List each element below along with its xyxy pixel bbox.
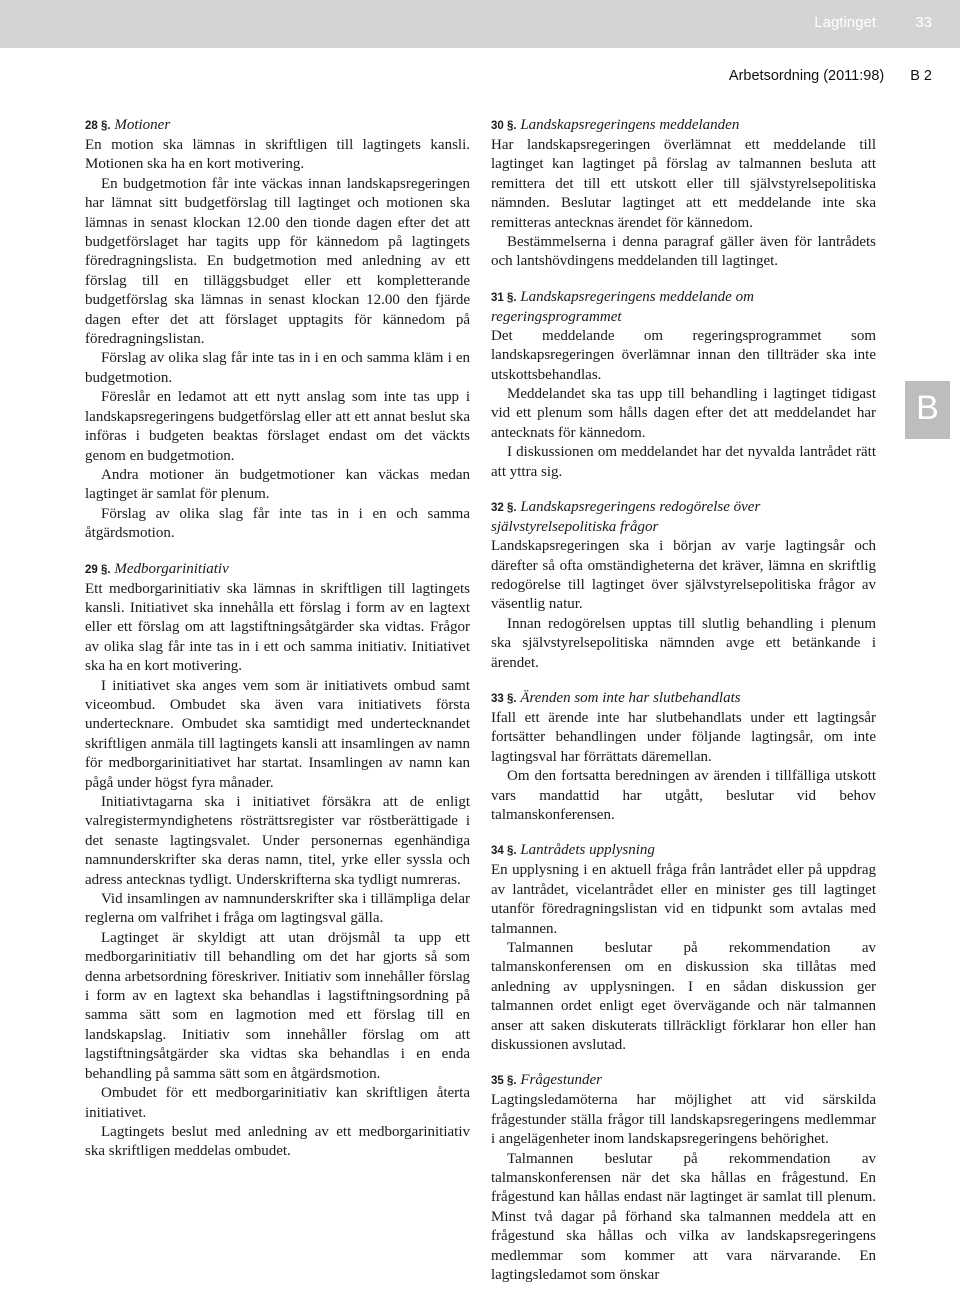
- body-text: Förslag av olika slag får inte tas in i en och samma kläm i en budgetmotion.: [85, 350, 470, 386]
- paragraph-body: [491, 861, 876, 1055]
- running-head-section: B 2: [910, 68, 932, 84]
- body-text: En upplysning i en aktuell fråga från lantrådet eller på uppdrag av lantrådet, vicelantrådet eller en minister ges till lagtinget utanför föredragningslistan vid en tidpunkt som avtalas med talmannen.: [491, 862, 876, 937]
- body-text: Ombudet för ett medborgarinitiativ kan skriftligen återta initiativet.: [85, 1085, 470, 1121]
- body-text: I initiativet ska anges vem som är initiativets ombud samt viceombud. Ombudet ska även vara initiativets första undertecknare. Ombudet ska samtidigt med undertecknandet skriftligen anmäla till lagtingets kansli att insamlingen av namn för medborgarinitiativet har startat. Insamlingen av namn kan pågå under högst fyra månader.: [85, 677, 470, 791]
- paragraph-title: Motioner: [114, 117, 171, 133]
- body-text: Det meddelande om regeringsprogrammet som landskapsregeringen överlämnar innan den tillträder ska inte utskottsbehandlas.: [491, 327, 876, 383]
- body-text: Initiativtagarna ska i initiativet försäkra att de enligt valregistermyndighetens rösträttsregister var röstberättigade i det senaste lagtingsvalet. Under personernas egenhändiga namnunderskrifter ska deras namn, titel, yrke eller syssla och adress antecknas tydligt. Underskrifterna ska tydligt numreras.: [85, 794, 470, 888]
- body-text: Föreslår en ledamot att ett nytt anslag som inte tas upp i landskapsregeringens budgetförslag eller att ett annat beslut ska införas i budgeten beaktas förslaget endast om det väckts genom en budgetmotion.: [85, 389, 470, 464]
- body-text: Lagtingsledamöterna har möjlighet att vid särskilda frågestunder ställa frågor till landskapsregeringens medlemmar i angelägenheter inom landskapsregeringens behörighet.: [491, 1092, 876, 1148]
- body-text: En motion ska lämnas in skriftligen till lagtingets kansli. Motionen ska ha en kort motivering.: [85, 137, 470, 173]
- body-text: Talmannen beslutar på rekommendation av talmanskonferensen när det ska hållas en frågestund. En frågestund kan hållas endast när lagtinget är samlat till plenum. Minst två dagar på förhand ska talmannen meddela att en frågestund ska hållas och vilka av landskapsregeringens medlemmar som kommer att vara närvarande. En lagtingsledamot som önskar: [491, 1150, 876, 1284]
- page-number: 33: [915, 14, 932, 31]
- header-title: Lagtinget: [814, 14, 876, 31]
- body-text: I diskussionen om meddelandet har det nyvalda lantrådet rätt att yttra sig.: [491, 444, 876, 480]
- body-text: Förslag av olika slag får inte tas in i en och samma åtgärdsmotion.: [85, 505, 470, 542]
- paragraph-number: 33 §.: [491, 692, 517, 705]
- section-paragraph: [85, 116, 470, 544]
- section-paragraph: [491, 841, 876, 1055]
- section-paragraph: [491, 689, 876, 825]
- body-text: Lagtinget är skyldigt att utan dröjsmål ta upp ett medborgarinitiativ till behandling om det har gjorts så som denna arbetsordning föreskriver. Initiativ som innehåller förslag i form av en lagtext ska behandlas i lagstiftningsordning på samma sätt som en lagmotion med ett förslag till en landskapslag. Initiativ som innehåller förslag om att lagstiftningsåtgärder ska vidtas ska behandlas i en enda behandling på samma sätt som en åtgärdsmotion.: [85, 929, 470, 1082]
- paragraph-title: Landskapsregeringens meddelanden: [520, 117, 740, 133]
- section-paragraph: [491, 288, 876, 482]
- paragraph-number: 31 §.: [491, 291, 517, 304]
- body-text: Har landskapsregeringen överlämnat ett meddelande till lagtinget kan lagtinget på förslag av talmannen besluta att remittera det till ett utskott eller till självstyrelsepolitiska nämnden. Beslutar lagtinget att ett meddelande inte ska remitteras antecknas ärendet för kännedom.: [491, 137, 876, 231]
- paragraph-number: 30 §.: [491, 120, 517, 132]
- paragraph-heading: [491, 841, 876, 861]
- section-paragraph: [85, 560, 470, 1162]
- body-text: Ett medborgarinitiativ ska lämnas in skriftligen till lagtingets kansli. Initiativet ska innehålla ett förslag i form av en lagtext eller ett förslag om att lagstiftningsåtgärder ska vidtas. Frågor av olika slag får inte tas in i ett och samma initiativ. Initiativet ska ha en kort motivering.: [85, 580, 470, 675]
- body-text: Innan redogörelsen upptas till slutlig behandling i plenum ska självstyrelsepolitiska nämnden avge ett betänkande i ärendet.: [491, 615, 876, 671]
- paragraph-heading: [491, 1071, 876, 1091]
- page-header-bar: [0, 0, 960, 48]
- side-tab-letter: B: [916, 389, 939, 427]
- paragraph-heading: [491, 498, 876, 537]
- paragraph-heading: [491, 288, 876, 327]
- paragraph-title: Lantrådets upplysning: [520, 842, 655, 859]
- paragraph-title: Landskapsregeringens meddelande om regeringsprogrammet: [491, 288, 754, 325]
- paragraph-body: [491, 327, 876, 482]
- body-text: Om den fortsatta beredningen av ärenden i tillfälliga utskott vars mandattid har utgått, beslutar vid behov talmanskonferensen.: [491, 768, 876, 823]
- paragraph-number: 28 §.: [85, 120, 111, 132]
- paragraph-heading: [85, 560, 470, 580]
- section-paragraph: [491, 1071, 876, 1285]
- section-side-tab: [905, 381, 950, 439]
- body-text: Landskapsregeringen ska i början av varje lagtingsår och därefter så ofta omständigheterna det kräver, lämna en skriftlig redogörelse till lagtinget över självstyrelsepolitiska frågor av väsentlig natur.: [491, 538, 876, 613]
- paragraph-title: Frågestunder: [520, 1072, 602, 1089]
- paragraph-body: [491, 709, 876, 825]
- paragraph-body: [491, 136, 876, 272]
- body-text: Meddelandet ska tas upp till behandling i lagtinget tidigast vid ett plenum som hålls dagen efter det att meddelandet har antecknats för kännedom.: [491, 386, 876, 441]
- paragraph-body: [85, 136, 470, 544]
- paragraph-body: [491, 537, 876, 673]
- body-text: Andra motioner än budgetmotioner kan väckas medan lagtinget är samlat för plenum.: [85, 466, 470, 503]
- body-text: En budgetmotion får inte väckas innan landskapsregeringen har lämnat sitt budgetförslag till lagtinget och motionen ska lämnas in senast klockan 12.00 den tionde dagen efter det att budgetförslaget har tagits upp för kännedom på lagtingets föredragningslista. En budgetmotion med anledning av ett förslag till en tilläggsbudget eller ett kompletterande budgetförslag ska lämnas in senast klockan 12.00 den fjärde dagen efter det att förslaget upptagits för kännedom på föredragningslistan.: [85, 175, 470, 348]
- paragraph-heading: [85, 116, 470, 136]
- left-column: [85, 116, 470, 1178]
- paragraph-number: 35 §.: [491, 1075, 517, 1088]
- paragraph-heading: [491, 116, 876, 136]
- body-text: Vid insamlingen av namnunderskrifter ska i tillämpliga delar reglerna om valfrihet i fråga om lagtingsval gälla.: [85, 891, 470, 927]
- paragraph-heading: [491, 689, 876, 709]
- section-paragraph: [491, 116, 876, 272]
- right-column: [491, 116, 876, 1302]
- section-paragraph: [491, 498, 876, 673]
- running-head-text: Arbetsordning (2011:98): [728, 68, 885, 84]
- paragraph-number: 32 §.: [491, 502, 517, 515]
- body-text: Bestämmelserna i denna paragraf gäller även för lantrådets och lantshövdingens meddelanden till lagtinget.: [491, 234, 876, 270]
- paragraph-title: Medborgarinitiativ: [114, 560, 229, 577]
- paragraph-body: [85, 580, 470, 1162]
- paragraph-body: [491, 1091, 876, 1285]
- running-head: [729, 68, 932, 84]
- body-text: Lagtingets beslut med anledning av ett medborgarinitiativ ska skriftligen meddelas ombudet.: [85, 1123, 470, 1160]
- paragraph-title: Ärenden som inte har slutbehandlats: [520, 689, 741, 706]
- body-text: Talmannen beslutar på rekommendation av talmanskonferensen om en diskussion ska tillåtas med anledning av upplysningen. I en sådan diskussion ger talmannen ordet enligt eget övervägande och när talmannen anser att saken diskuterats tillräckligt förklarar hon eller han diskussionen avslutad.: [491, 940, 876, 1054]
- paragraph-title: Landskapsregeringens redogörelse över självstyrelsepolitiska frågor: [491, 499, 761, 536]
- paragraph-number: 29 §.: [85, 563, 111, 576]
- body-text: Ifall ett ärende inte har slutbehandlats under ett lagtingsår fortsätter behandlingen under följande lagtingsår, om inte lagtingsval har förrättats däremellan.: [491, 709, 876, 765]
- paragraph-number: 34 §.: [491, 845, 517, 858]
